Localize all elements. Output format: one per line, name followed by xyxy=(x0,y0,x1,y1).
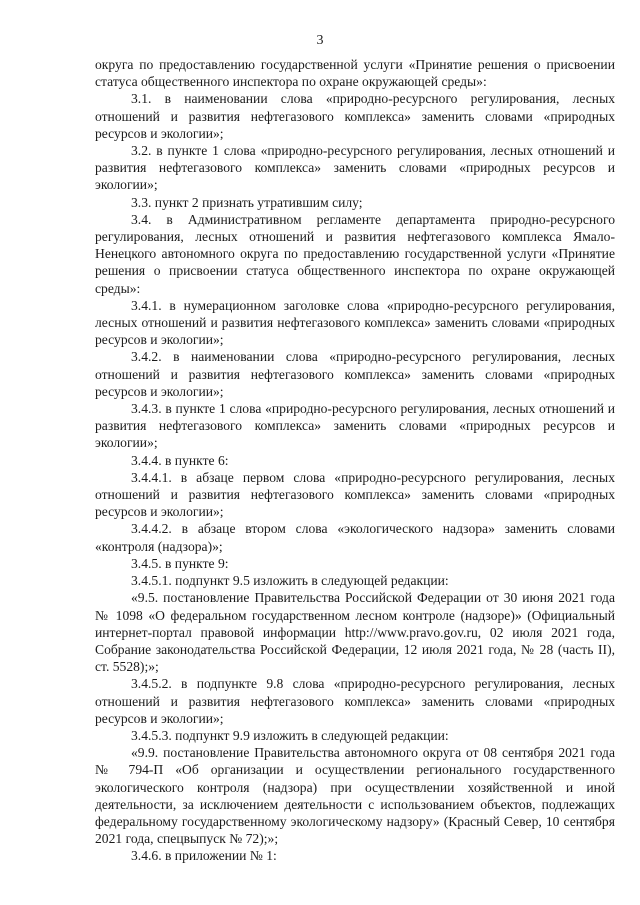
page-number: 3 xyxy=(316,33,324,48)
paragraph: 3.4.4. в пункте 6: xyxy=(131,452,229,468)
document-body xyxy=(95,56,615,865)
paragraph: 3.4.1. в нумерационном заголовке слова «природно-ресурсного регулирования, лесных отношений и развития нефтегазового комплекса» заменить словами «природных ресурсов и экологии»; xyxy=(95,297,615,348)
paragraph: 3.4.5. в пункте 9: xyxy=(131,555,229,571)
paragraph: 3.4.2. в наименовании слова «природно-ресурсного регулирования, лесных отношений и развития нефтегазового комплекса» заменить словами «природных ресурсов и экологии»; xyxy=(95,349,615,399)
paragraph: 3.2. в пункте 1 слова «природно-ресурсного регулирования, лесных отношений и развития нефтегазового комплекса» заменить словами «природных ресурсов и экологии»; xyxy=(95,143,615,193)
paragraph: 3.4.5.2. в подпункте 9.8 слова «природно-ресурсного регулирования, лесных отношений и развития нефтегазового комплекса» заменить словами «природных ресурсов и экологии»; xyxy=(95,676,615,726)
paragraph: 3.4.4.2. в абзаце втором слова «экологического надзора» заменить словами «контроля (надзора)»; xyxy=(95,521,615,554)
paragraph: 3.1. в наименовании слова «природно-ресурсного регулирования, лесных отношений и развития нефтегазового комплекса» заменить словами «природных ресурсов и экологии»; xyxy=(95,91,615,141)
paragraph: 3.3. пункт 2 признать утратившим силу; xyxy=(131,194,363,210)
paragraph: 3.4.5.3. подпункт 9.9 изложить в следующей редакции: xyxy=(131,727,449,743)
paragraph: «9.5. постановление Правительства Российской Федерации от 30 июня 2021 года № 1098 «О федеральном государственном лесном контроле (надзоре)» (Официальный интернет-портал правовой информации http://www.pravo.gov.ru, 02 июля 2021 года, Собрание законодательства Российской Федерации, 12 июля 2021 года, № 28 (часть II), ст. 5528);»; xyxy=(95,590,615,675)
paragraph: 3.4. в Административном регламенте департамента природно-ресурсного регулирования, лесных отношений и развития нефтегазового комплекса Ямало-Ненецкого автономного округа по предоставлению государственной услуги «Принятие решения о присвоении статуса общественного инспектора по охране окружающей среды»: xyxy=(95,211,615,296)
paragraph: «9.9. постановление Правительства автономного округа от 08 сентября 2021 года № 794-П «Об организации и осуществлении регионального государственного экологического контроля (надзора) при осуществлении хозяйственной и иной деятельности, за исключением деятельности с использованием объектов, подлежащих федеральному государственному экологическому надзору» (Красный Север, 10 сентября 2021 года, спецвыпуск № 72);»; xyxy=(95,745,615,847)
paragraph: 3.4.6. в приложении № 1: xyxy=(131,848,277,864)
paragraph: 3.4.3. в пункте 1 слова «природно-ресурсного регулирования, лесных отношений и развития нефтегазового комплекса» заменить словами «природных ресурсов и экологии»; xyxy=(95,401,615,451)
paragraph: округа по предоставлению государственной услуги «Принятие решения о присвоении статуса общественного инспектора по охране окружающей среды»: xyxy=(95,57,615,90)
paragraph: 3.4.5.1. подпункт 9.5 изложить в следующей редакции: xyxy=(131,573,449,589)
paragraph: 3.4.4.1. в абзаце первом слова «природно-ресурсного регулирования, лесных отношений и развития нефтегазового комплекса» заменить словами «природных ресурсов и экологии»; xyxy=(95,469,615,520)
